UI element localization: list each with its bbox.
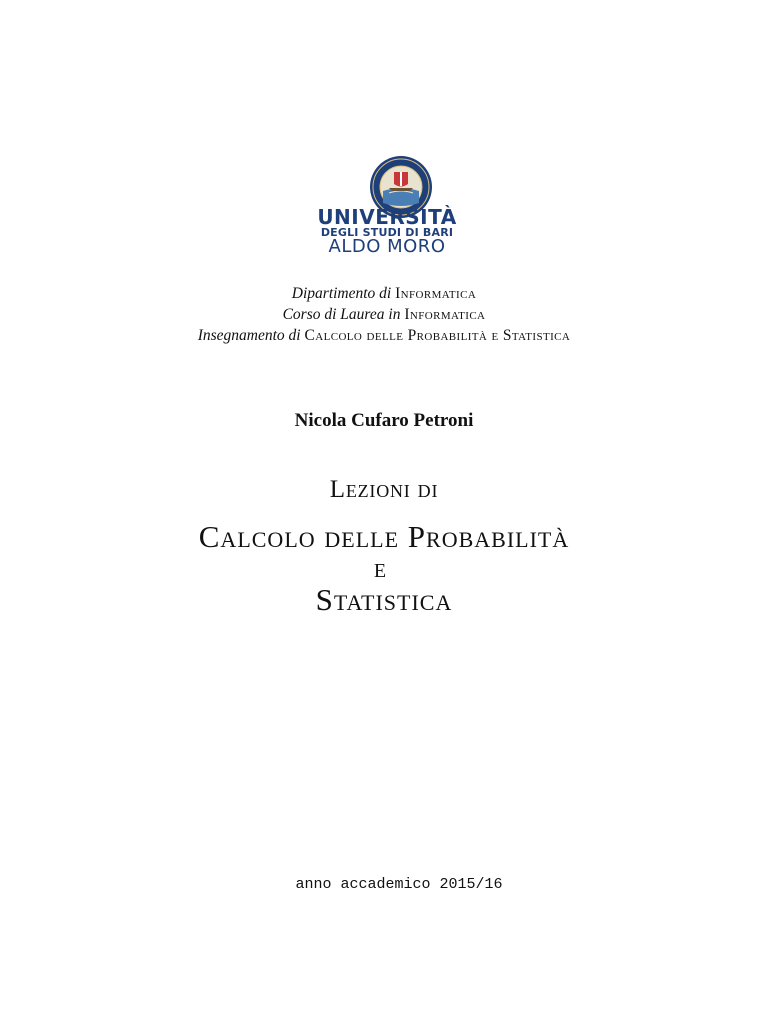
university-dedication: ALDO MORO [328,236,446,257]
department-line [0,283,768,304]
author-name: Nicola Cufaro Petroni [294,410,474,431]
degree-course-name: Informatica [404,306,486,323]
degree-course-prefix: Corso di Laurea in [282,306,401,323]
department-prefix: Dipartimento di [291,285,392,302]
university-subtitle: DEGLI STUDI DI BARI [320,226,454,239]
course-line [0,325,768,346]
document-title: Calcolo delle Probabilità [198,519,570,554]
department-name: Informatica [395,285,477,302]
title-conjunction: e [373,553,387,584]
course-name: Calcolo delle Probabilità e Statistica [304,327,571,344]
academic-year: anno accademico 2015/16 [295,876,503,893]
document-title-continued: Statistica [315,582,453,617]
university-name: UNIVERSITÀ [317,205,457,229]
degree-course-line [0,304,768,325]
lectures-heading: Lezioni di [329,476,439,503]
course-prefix: Insegnamento di [197,327,301,344]
